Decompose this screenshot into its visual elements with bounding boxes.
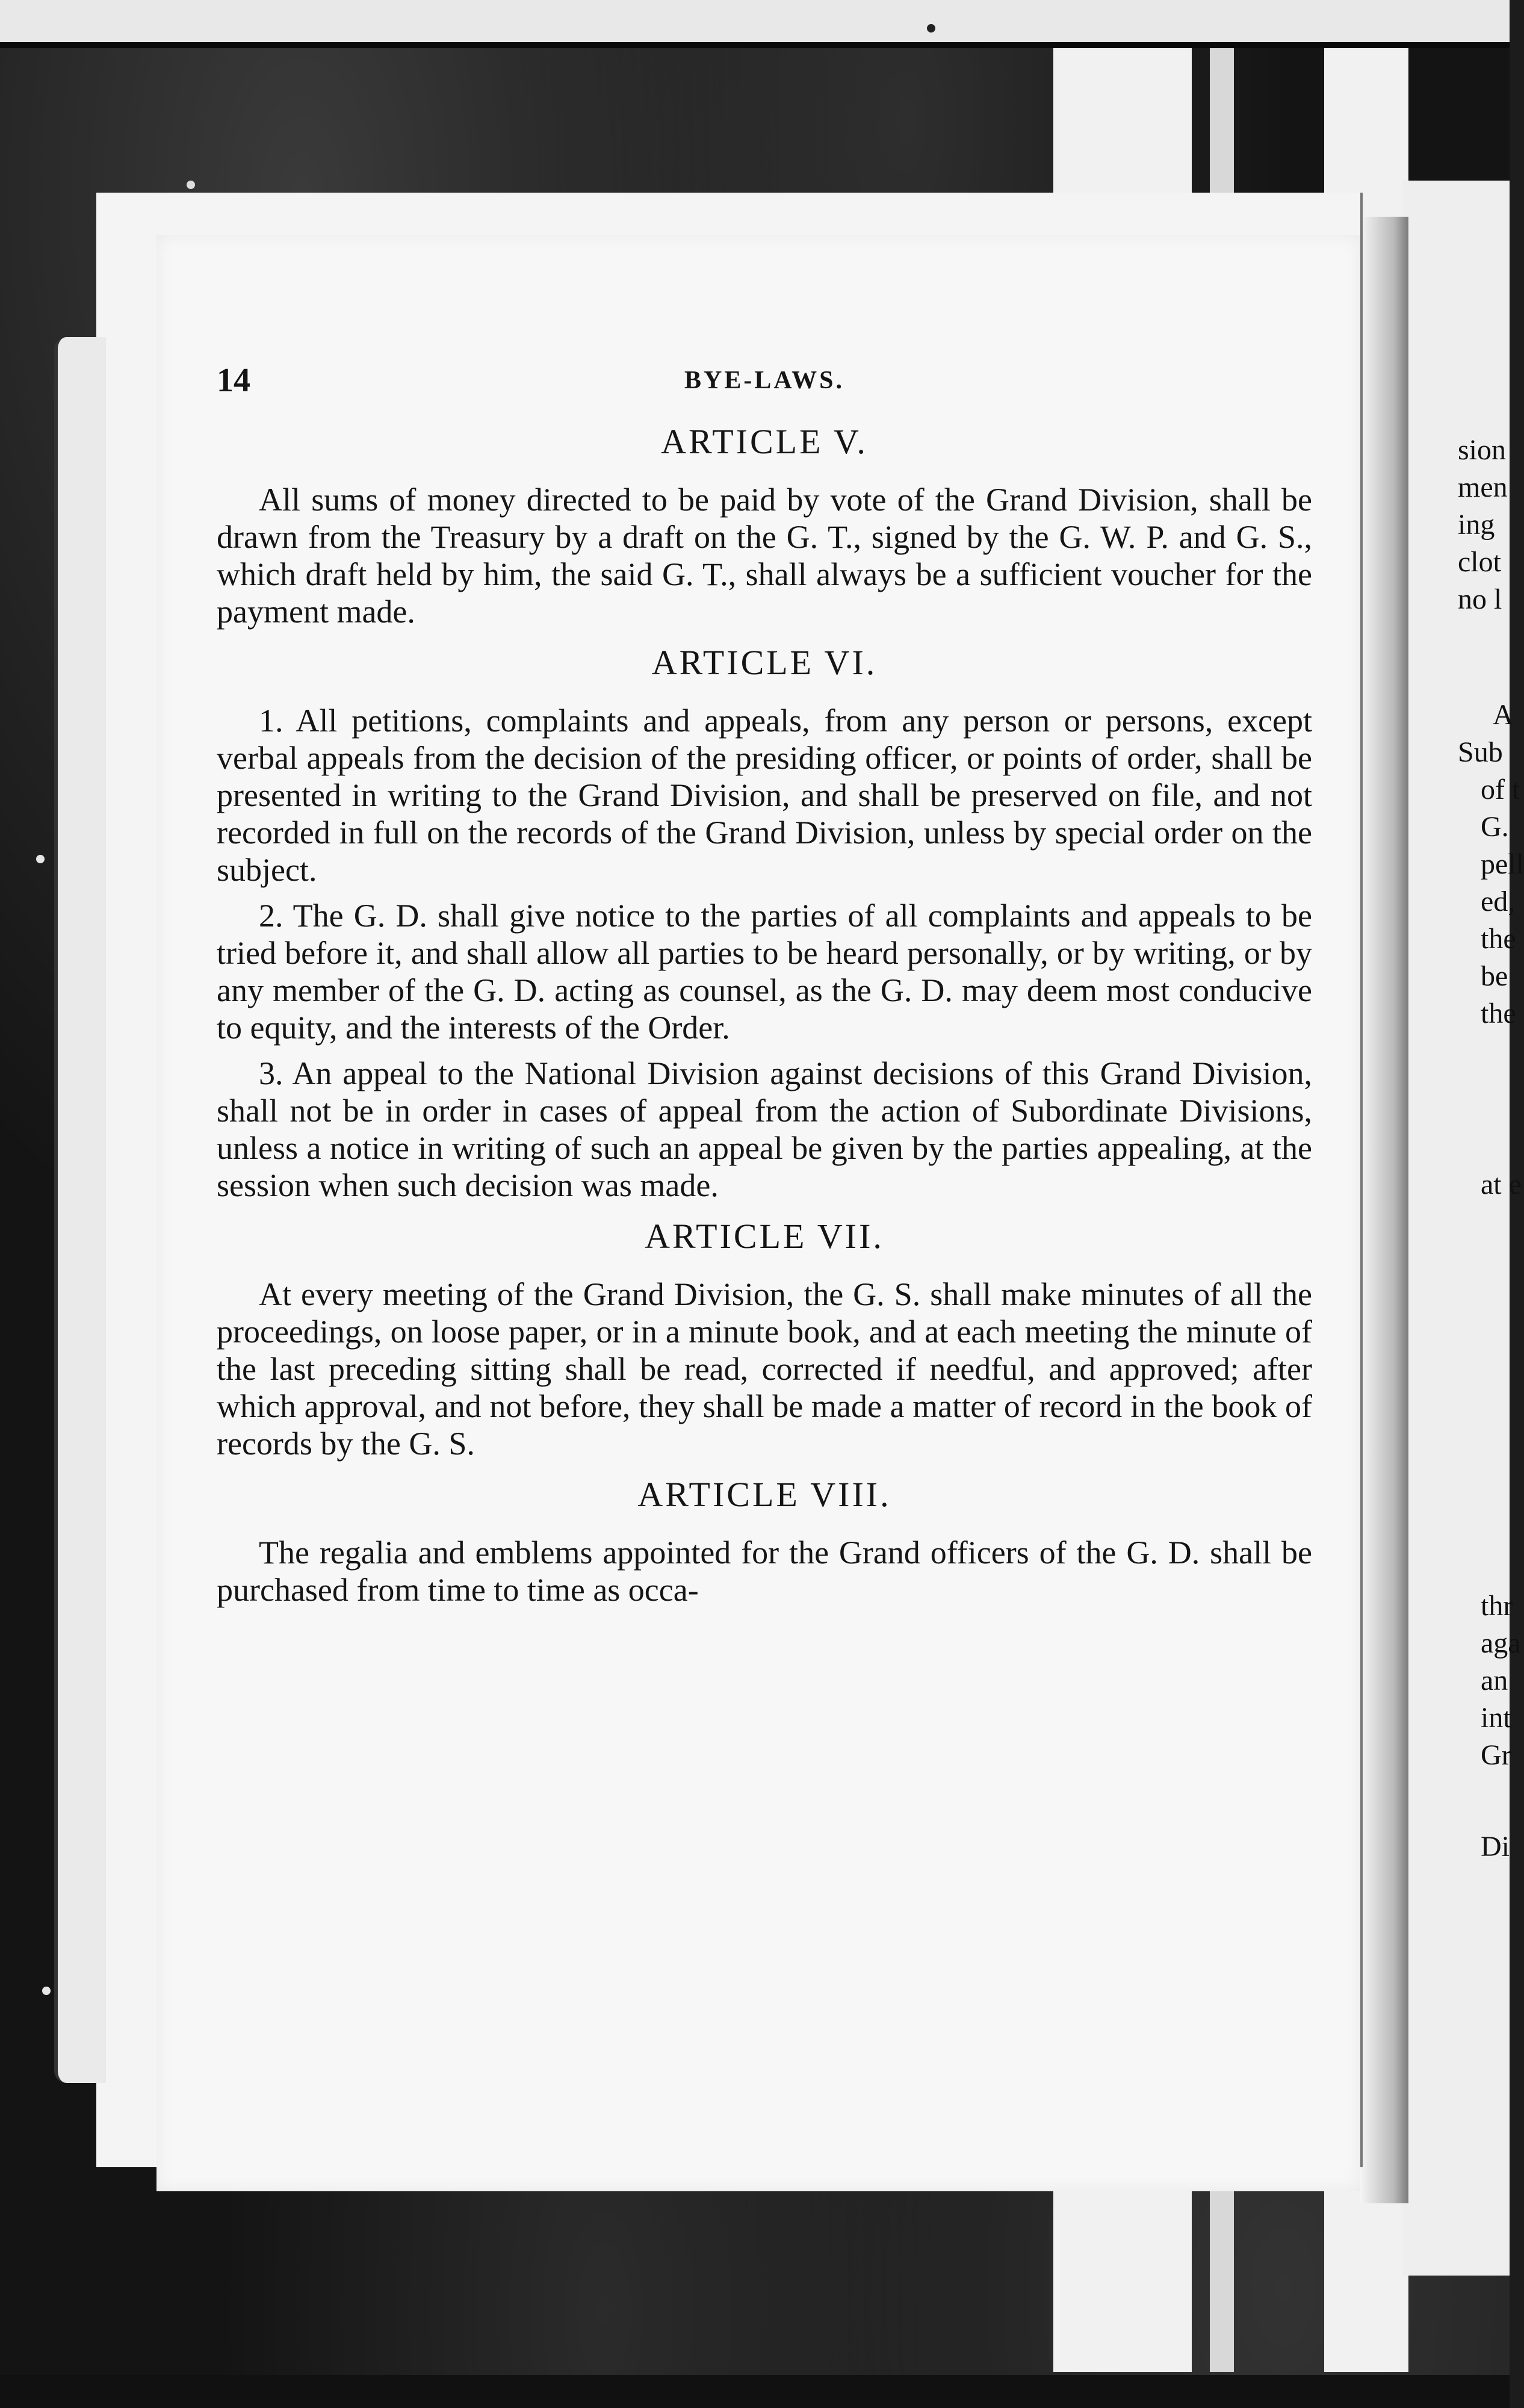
film-speck [42, 1987, 51, 1995]
article-paragraph: 3. An appeal to the National Division against decisions of this Grand Division, shall not be in order in cases of appeal from the action of Subordinate Divisions, unless a notice in writing of such an appeal be given by the parties appealing, at the session when such decision was made. [217, 1055, 1312, 1203]
facing-page-fragment: pell [1481, 848, 1524, 880]
facing-page-fragment: the [1481, 923, 1516, 955]
article-title: ARTICLE VI. [651, 643, 878, 682]
facing-page-fragment: Di [1481, 1831, 1510, 1863]
film-top-border [0, 42, 1510, 48]
article-paragraph: All sums of money directed to be paid by vote of the Grand Division, shall be drawn from the Treasury by a draft on the G. T., signed by the G. W. P. and G. S., which draft held by him, the said G. T., shall always be a sufficient voucher for the payment made. [217, 482, 1312, 630]
facing-page-fragment: thr [1481, 1590, 1513, 1622]
facing-page-fragment: be [1481, 960, 1508, 992]
facing-page-fragment: no l [1458, 583, 1502, 615]
facing-page-fragment: Gr [1481, 1739, 1511, 1771]
facing-page-fragment: ed, [1481, 886, 1516, 917]
facing-page-fragment: clot [1458, 546, 1501, 578]
article-paragraph: 2. The G. D. shall give notice to the parties of all complaints and appeals to be tried before it, and shall allow all parties to be heard personally, or by writing, or by any member of the G. D. acting as counsel, as the G. D. may deem most conducive to equity, and the interests of the Order. [217, 898, 1312, 1046]
film-top-edge [0, 0, 1510, 42]
facing-page-fragment: aga [1481, 1627, 1521, 1659]
page-number: 14 [217, 362, 250, 399]
book-gutter-shadow [1360, 217, 1408, 2203]
article-paragraph: At every meeting of the Grand Division, the G. S. shall make minutes of all the proceedings, on loose paper, or in a minute book, and at each meeting the minute of the last preceding sitting shall be read, corrected if needful, and approved; after which approval, and not before, they shall be made a matter of record in the book of records by the G. S. [217, 1276, 1312, 1462]
article-title: ARTICLE V. [661, 422, 868, 461]
facing-page-fragment: Sub [1458, 736, 1503, 768]
article-title: ARTICLE VIII. [637, 1475, 891, 1514]
facing-page-fragment: the [1481, 998, 1516, 1029]
facing-page-fragment: at e [1481, 1168, 1522, 1200]
facing-page-fragment: men [1458, 471, 1508, 503]
facing-page-fragment: an [1481, 1665, 1508, 1696]
facing-page-fragment: ing [1458, 509, 1495, 541]
article-title: ARTICLE VII. [645, 1217, 884, 1256]
page-content [217, 361, 1312, 1617]
facing-page-fragment: sion [1458, 434, 1507, 466]
article-paragraph: 1. All petitions, complaints and appeals, from any person or persons, except verbal appeals from the decision of the presiding officer, or points of order, shall be presented in writing to the Grand Division, and shall be preserved on file, and not recorded in full on the records of the Grand Division, unless by special order on the subject. [217, 703, 1312, 888]
film-speck [36, 855, 45, 863]
running-head [217, 361, 1312, 409]
facing-page-fragment: G. [1481, 811, 1509, 843]
page-left-edge [54, 337, 106, 2083]
facing-page-fragment: of t [1481, 774, 1520, 805]
facing-page-fragment: A [1493, 699, 1514, 731]
film-speck [187, 181, 195, 189]
facing-page [1402, 181, 1524, 2276]
film-speck [927, 24, 935, 33]
article-paragraph: The regalia and emblems appointed for the Grand officers of the G. D. shall be purchased from time to time as occa- [217, 1534, 1312, 1608]
running-head-title: BYE-LAWS. [684, 367, 844, 394]
facing-page-fragment: int [1481, 1702, 1511, 1734]
film-bottom-edge [0, 2375, 1510, 2408]
